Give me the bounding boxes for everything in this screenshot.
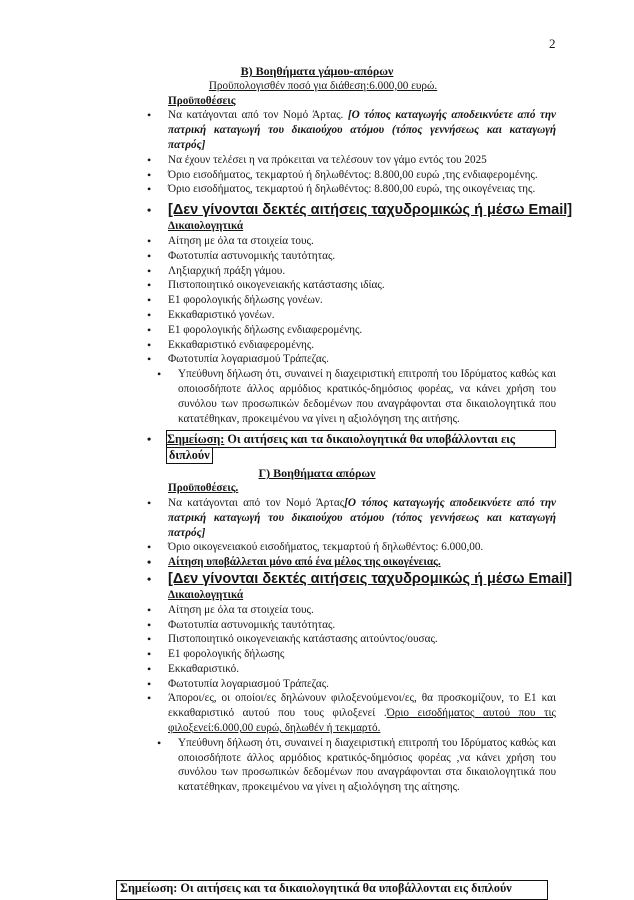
section-b-doc-item: • Πιστοποιητικό οικογενειακής κατάστασης ιδίας.	[168, 278, 556, 293]
section-c-prereq-label: Προϋποθέσεις.	[168, 482, 239, 495]
section-b-doc-item: • Ληξιαρχική πράξη γάμου.	[168, 264, 556, 279]
section-c-no-mail-notice: • [Δεν γίνονται δεκτές αιτήσεις ταχυδρομικώς ή μέσω Email]	[168, 570, 634, 588]
section-c-doc-item: • Πιστοποιητικό οικογενειακής κατάστασης αιτούντος/ουσας.	[168, 632, 556, 647]
section-b-docs-label: Δικαιολογητικά	[168, 220, 244, 233]
section-c-prereq-single-member: • Αίτηση υποβάλλεται μόνο από ένα μέλος της οικογένειας.	[168, 555, 556, 570]
section-b-note: • Σημείωση: Οι αιτήσεις και τα δικαιολογητικά θα υποβάλλονται εις	[166, 430, 556, 448]
section-b-prereq-wedding: • Να έχουν τελέσει η να πρόκειται να τελέσουν τον γάμο εντός του 2025	[168, 153, 556, 168]
section-c-doc-item: • Φωτοτυπία λογαριασμού Τράπεζας.	[168, 677, 556, 692]
section-c-note: Σημείωση: Οι αιτήσεις και τα δικαιολογητικά θα υποβάλλονται εις διπλούν	[116, 880, 548, 900]
section-b-doc-item: • Εκκαθαριστικό ενδιαφερομένης.	[168, 338, 556, 353]
section-b-doc-item: • Αίτηση με όλα τα στοιχεία τους.	[168, 234, 556, 249]
section-c-doc-item: • Ε1 φορολογικής δήλωσης	[168, 647, 556, 662]
page-body	[0, 64, 634, 795]
section-b-doc-item: • Φωτοτυπία λογαριασμού Τράπεζας.	[168, 352, 556, 367]
section-b-doc-item: • Ε1 φορολογικής δήλωσης γονέων.	[168, 293, 556, 308]
page-number: 2	[549, 36, 556, 51]
section-c-doc-item: • Εκκαθαριστικό.	[168, 662, 556, 677]
section-b-budget: Προϋπολογισθέν ποσό για διάθεση:6.000,00 ευρώ.	[208, 79, 438, 92]
section-b-prereq-label: Προϋποθέσεις	[168, 94, 236, 107]
section-b-prereq-origin: • Να κατάγονται από τον Νομό Άρτας. [Ο τόπος καταγωγής αποδεικνύετε από την πατρική καταγωγή του δικαιούχου ατόμου (τόπος γεννήσεως και καταγωγή πατρός]	[168, 108, 556, 152]
section-b-title: Β) Βοηθήματα γάμου-απόρων	[240, 64, 394, 78]
section-c-prereq-origin: • Να κατάγονται από τον Νομό Άρτας[Ο τόπος καταγωγής αποδεικνύετε από την πατρική καταγωγή του δικαιούχου ατόμου (τόπος γεννήσεως και καταγωγή πατρός]	[168, 496, 556, 540]
section-c-doc-item: • Φωτοτυπία αστυνομικής ταυτότητας.	[168, 618, 556, 633]
section-b-doc-item: • Ε1 φορολογικής δήλωσης ενδιαφερομένης.	[168, 323, 556, 338]
section-c-prereq-income: • Όριο οικογενειακού εισοδήματος, τεκμαρτού ή δηλωθέντος: 6.000,00.	[168, 540, 556, 555]
section-c-hosted-applicants: • Άποροι/ες, οι οποίοι/ες δηλώνουν φιλοξενούμενοι/ες, θα προσκομίζουν, το Ε1 και εκκαθαριστικό αυτού που τους φιλοξενεί .Όριο εισοδήματος αυτού που τις φιλοξενεί:6.000,00 ευρώ, δηλωθέν ή τεκμαρτό.	[168, 691, 556, 735]
section-c-declaration: • Υπεύθυνη δήλωση ότι, συναινεί η διαχειριστική επιτροπή του Ιδρύματος καθώς και οποιοσδήποτε άλλος αρμόδιος κρατικός-δημόσιος φορέας ,να κάνει χρήση του συνόλου των προσωπικών δεδομένων που αναγράφονται στα δικαιολογητικά που κατατέθηκαν, προκειμένου να γίνει η αξιολόγηση της αίτησης.	[178, 736, 556, 795]
section-b-prereq-income-self: • Όριο εισοδήματος, τεκμαρτού ή δηλωθέντος: 8.800,00 ευρώ ,της ενδιαφερομένης.	[168, 168, 556, 183]
section-b-declaration: • Υπεύθυνη δήλωση ότι, συναινεί η διαχειριστική επιτροπή του Ιδρύματος καθώς και οποιοσδήποτε άλλος αρμόδιος κρατικός-δημόσιος φορέας, να κάνει χρήση του συνόλου των προσωπικών δεδομένων που αναγράφονται στα δικαιολογητικά που κατατέθηκαν, προκειμένου να γίνει η αξιολόγηση της αιτήσης.	[178, 367, 556, 426]
section-b-no-mail-notice: • [Δεν γίνονται δεκτές αιτήσεις ταχυδρομικώς ή μέσω Email]	[168, 201, 634, 219]
section-c-doc-item: • Αίτηση με όλα τα στοιχεία τους.	[168, 603, 556, 618]
section-c-title: Γ) Βοηθήματα απόρων	[258, 466, 376, 481]
section-c-docs-label: Δικαιολογητικά	[168, 588, 244, 601]
section-b-note-end: διπλούν	[166, 448, 213, 464]
section-b-doc-item: • Εκκαθαριστικό γονέων.	[168, 308, 556, 323]
section-b-doc-item: • Φωτοτυπία αστυνομικής ταυτότητας.	[168, 249, 556, 264]
section-b-prereq-income-family: • Όριο εισοδήματος, τεκμαρτού ή δηλωθέντος: 8.800,00 ευρώ, της οικογένειας της.	[168, 182, 556, 197]
